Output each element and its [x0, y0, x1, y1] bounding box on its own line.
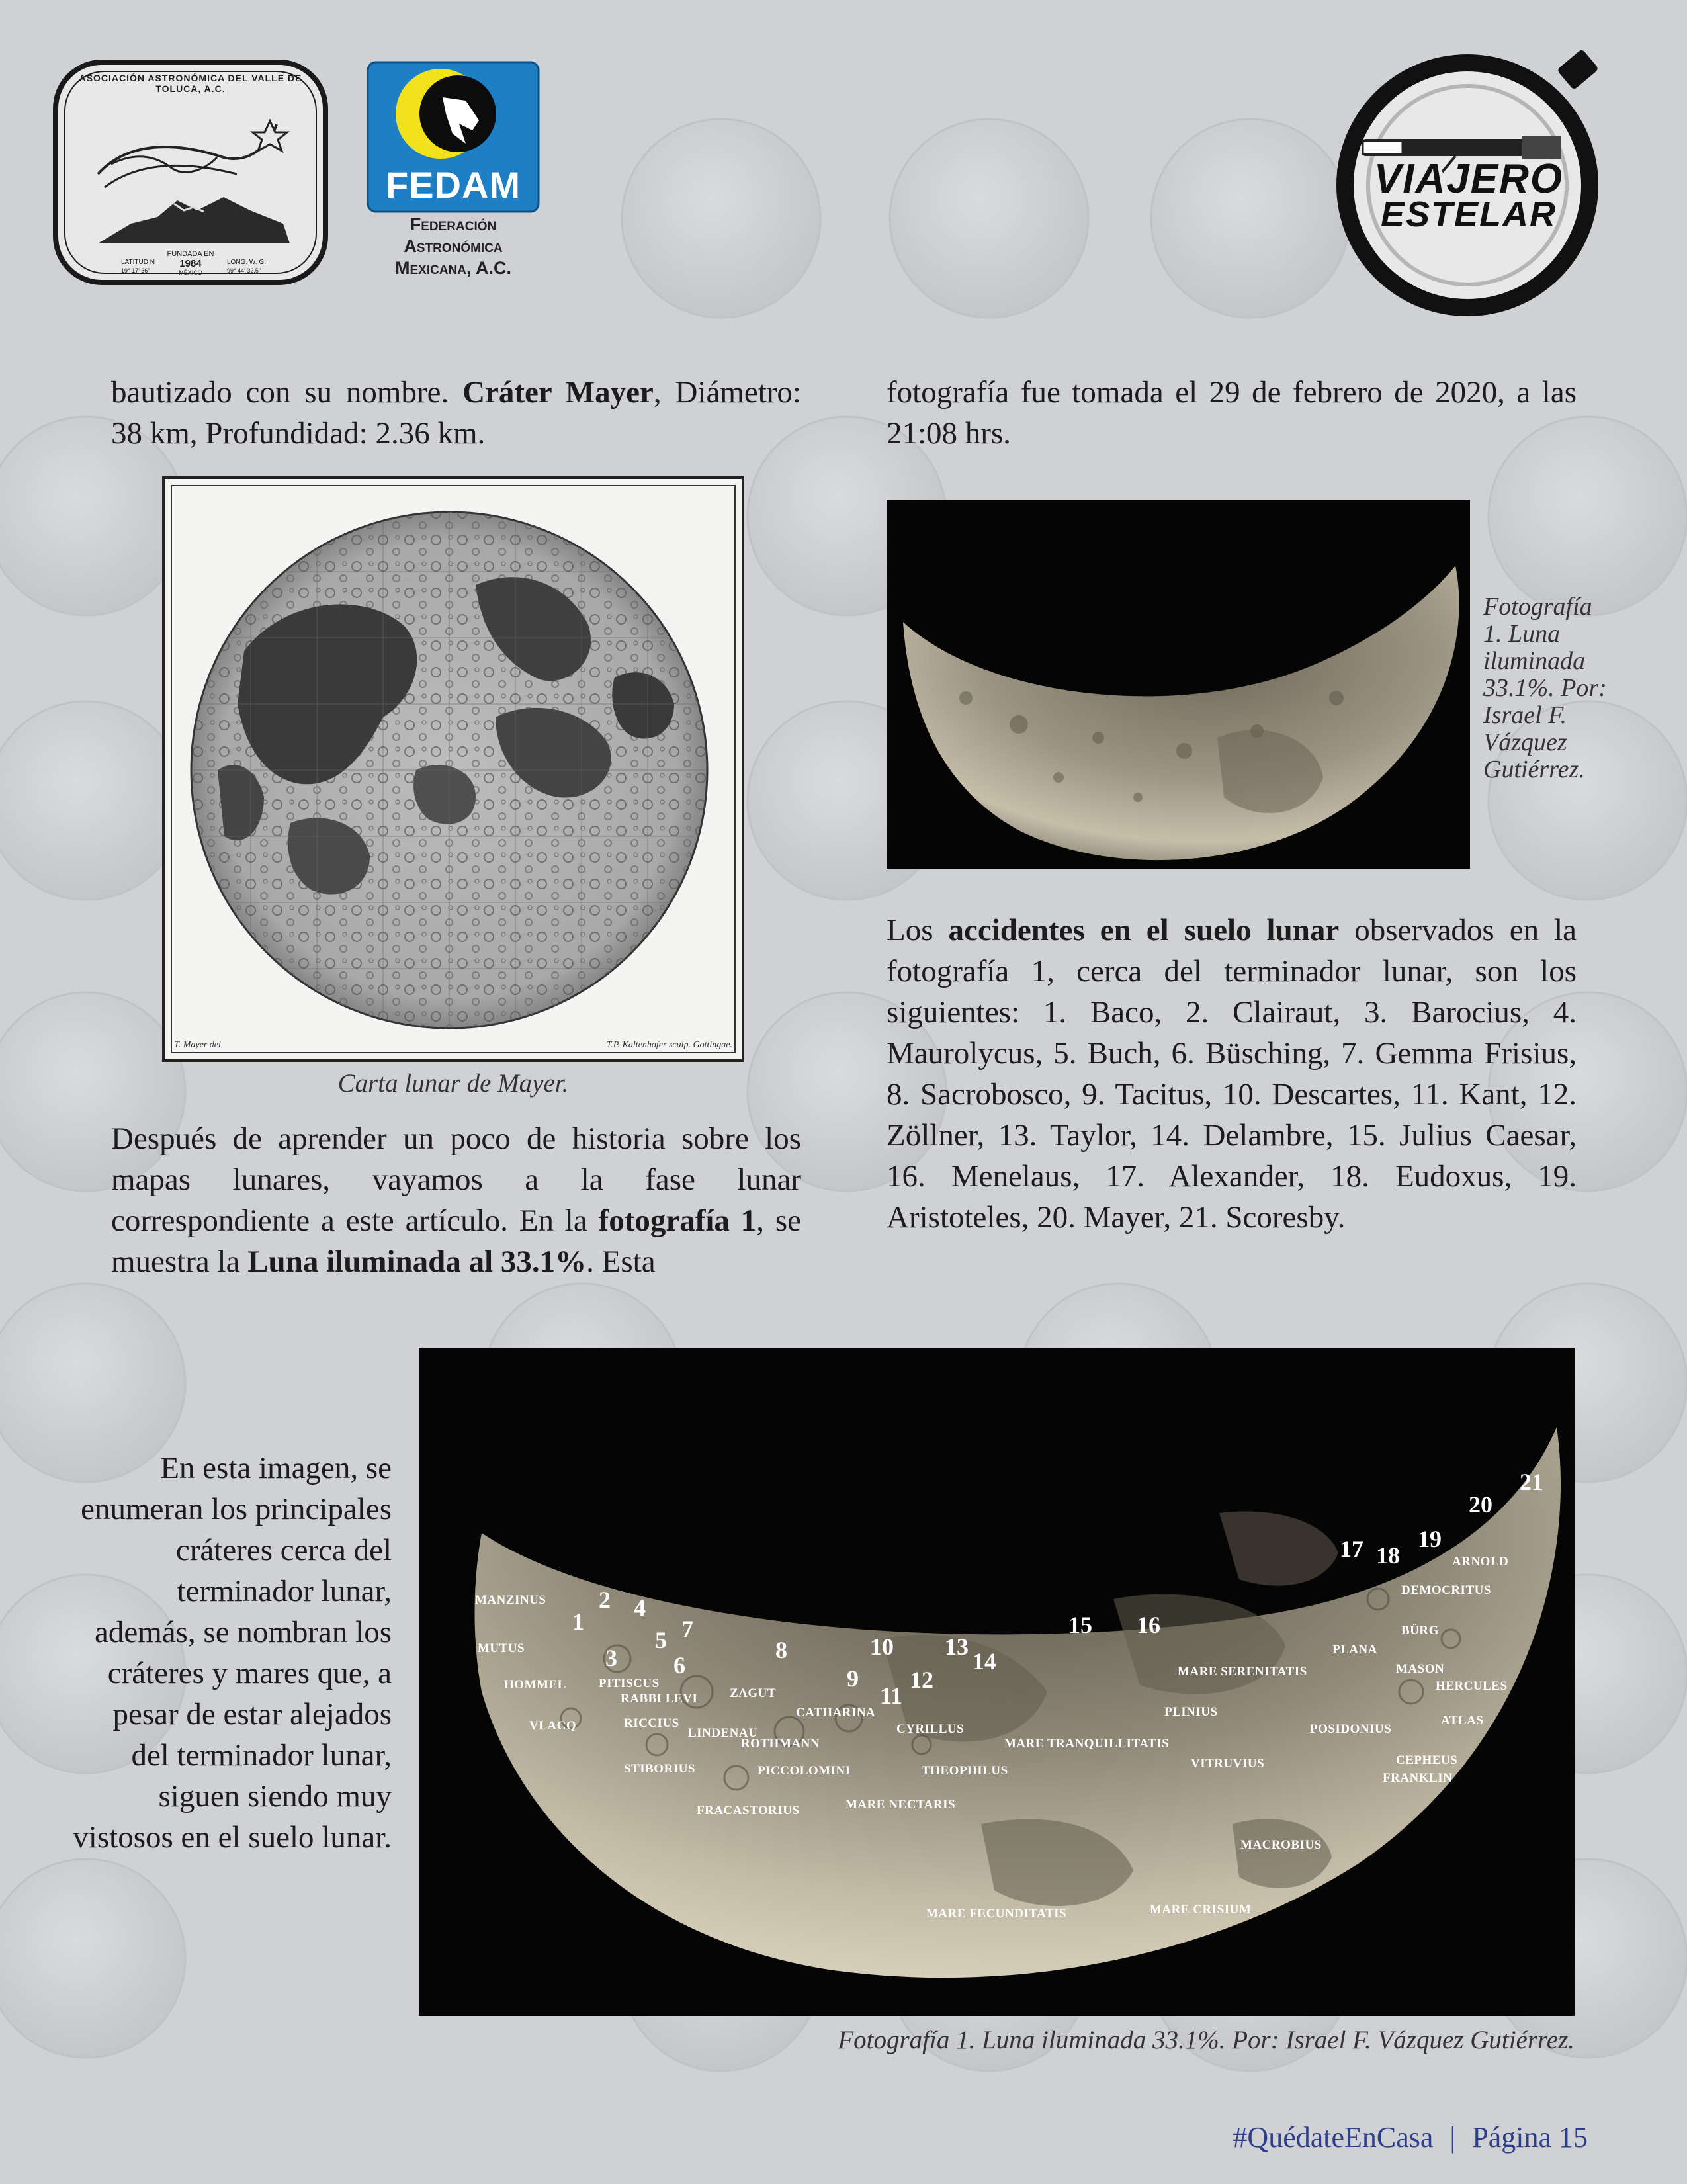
p2-b: fotografía 1 [598, 1203, 757, 1238]
avt-founded-year: 1984 [179, 258, 202, 269]
label-arnold: ARNOLD [1452, 1555, 1509, 1569]
intro-bold: Cráter Mayer [462, 375, 654, 410]
label-mason: MASON [1396, 1662, 1445, 1676]
crater-number-8: 8 [775, 1637, 787, 1663]
crater-number-5: 5 [655, 1627, 667, 1653]
label-mare-serenitatis: MARE SERENITATIS [1178, 1665, 1307, 1679]
right-intro-paragraph: fotografía fue tomada el 29 de febrero de 2020, a las 21:08 hrs. [887, 375, 1577, 451]
crater-number-13: 13 [945, 1634, 969, 1660]
intro-rest: , Diámetro: 38 km, Profundidad: 2.36 km. [111, 375, 801, 451]
label-democritus: DEMOCRITUS [1401, 1583, 1491, 1597]
mayer-signature-right: T.P. Kaltenhofer sculp. Gottingae. [606, 1040, 732, 1050]
rp2-b: accidentes en el suelo lunar [948, 913, 1340, 947]
fedam-line2: Astronómica [404, 236, 503, 256]
right-paragraph-2 [887, 910, 1577, 1238]
label-cepheus: CEPHEUS [1396, 1753, 1458, 1767]
p2-a: Después de aprender un poco de historia sobre los mapas lunares, vayamos a la fase lunar correspondiente a este artículo. En la [111, 1121, 801, 1238]
viajero-line1: VIAJERO [1373, 156, 1564, 202]
fedam-acronym: FEDAM [385, 164, 521, 206]
crater-number-1: 1 [572, 1608, 584, 1635]
crater-number-19: 19 [1418, 1526, 1442, 1552]
footer-hashtag: #QuédateEnCasa [1233, 2121, 1434, 2154]
label-mare-nectaris: MARE NECTARIS [845, 1798, 956, 1812]
bottom-side-text: En esta imagen, se enumeran los principales cráteres cerca del terminador lunar, además, se nombran los cráteres y mares que, a pesar de estar alejados del terminador lunar, siguen siendo muy vistosos en el suelo lunar. [73, 1451, 392, 1855]
label-lindenau: LINDENAU [688, 1726, 758, 1740]
label-riccius: RICCIUS [624, 1716, 679, 1730]
fedam-line3: Mexicana, A.C. [394, 258, 511, 278]
fedam-logo [364, 61, 542, 286]
crater-number-14: 14 [973, 1648, 996, 1675]
crater-number-3: 3 [605, 1645, 617, 1671]
label-manzinus: MANZINUS [475, 1593, 546, 1607]
label-vitruvius: VITRUVIUS [1191, 1757, 1265, 1770]
crater-number-4: 4 [634, 1594, 646, 1621]
crater-number-17: 17 [1340, 1536, 1363, 1562]
crater-number-21: 21 [1520, 1469, 1543, 1495]
label-mare-fecunditatis: MARE FECUNDITATIS [926, 1907, 1067, 1921]
avt-lat-value: 19° 17' 36" [121, 267, 150, 274]
p2-d: Luna iluminada al 33.1% [247, 1245, 587, 1279]
crater-number-18: 18 [1376, 1542, 1400, 1569]
crater-number-20: 20 [1469, 1491, 1492, 1518]
photo1-side-caption: Fotografía 1. Luna iluminada 33.1%. Por: Israel F. Vázquez Gutiérrez. [1483, 593, 1607, 783]
avt-lat-label: LATITUD N [121, 259, 155, 266]
label-vlacq: VLACQ [529, 1719, 577, 1733]
label-mare-crisium: MARE CRISIUM [1150, 1903, 1252, 1917]
mayer-lunar-map [162, 476, 744, 1062]
label-theophilus: THEOPHILUS [922, 1764, 1008, 1778]
label-hommel: HOMMEL [504, 1678, 566, 1692]
label-franklin: FRANKLIN [1383, 1771, 1453, 1785]
label-burg: BÜRG [1401, 1624, 1439, 1638]
mayer-map-caption: Carta lunar de Mayer. [337, 1069, 569, 1098]
label-cyrillus: CYRILLUS [896, 1722, 965, 1736]
label-plinius: PLINIUS [1164, 1705, 1218, 1719]
left-intro-paragraph [111, 372, 801, 454]
avt-long-value: 99° 44' 32.5" [227, 267, 261, 274]
page-footer [992, 2120, 1588, 2154]
crater-number-6: 6 [673, 1652, 685, 1679]
label-mutus: MUTUS [478, 1641, 525, 1655]
crater-number-10: 10 [870, 1634, 894, 1660]
label-posidonius: POSIDONIUS [1310, 1722, 1392, 1736]
label-rothmann: ROTHMANN [741, 1737, 820, 1751]
bottom-photo-caption: Fotografía 1. Luna iluminada 33.1%. Por: Israel F. Vázquez Gutiérrez. [838, 2026, 1575, 2054]
left-paragraph-2 [111, 1118, 801, 1282]
moon-photo-small [887, 500, 1470, 869]
fedam-line1: Federación [410, 214, 497, 234]
p2-e: . Esta [586, 1245, 656, 1279]
label-macrobius: MACROBIUS [1240, 1838, 1322, 1852]
label-plana: PLANA [1332, 1643, 1377, 1657]
avt-long-label: LONG. W. G. [227, 259, 266, 266]
avt-founded-label: FUNDADA EN [167, 250, 214, 258]
avt-logo [52, 58, 329, 286]
label-zagut: ZAGUT [730, 1686, 777, 1700]
viajero-line2: ESTELAR [1380, 195, 1557, 234]
viajero-estelar-logo [1323, 36, 1621, 328]
label-atlas: ATLAS [1441, 1714, 1484, 1727]
rp2-c: observados en la fotografía 1, cerca del terminador lunar, son los siguientes: 1. Baco, 2. Clairaut, 3. Barocius, 4. Maurolycus, 5. Buch, 6. Büsching, 7. Gemma Frisius, 8. Sacrobosco, 9. Tacitus, 10. Descartes, 11. Kant, 12. Zöllner, 13. Taylor, 14. Delambre, 15. Julius Caesar, 16. Menelaus, 17. Alexander, 18. Eudoxus, 19. Aristoteles, 20. Mayer, 21. Scoresby. [887, 913, 1577, 1235]
p2-c: , se muestra la [111, 1203, 802, 1279]
mayer-signature-left: T. Mayer del. [174, 1040, 224, 1050]
intro-plain: bautizado con su nombre. [111, 375, 449, 410]
crater-number-12: 12 [910, 1667, 933, 1693]
crater-number-16: 16 [1137, 1612, 1160, 1638]
crater-number-9: 9 [847, 1665, 859, 1692]
crater-number-15: 15 [1068, 1612, 1092, 1638]
label-catharina: CATHARINA [796, 1706, 876, 1720]
footer-separator: | [1449, 2121, 1456, 2154]
avt-ring-text: ASOCIACIÓN ASTRONÓMICA DEL VALLE DE TOLUCA, A.C. [79, 73, 302, 94]
label-mare-tranquillitatis: MARE TRANQUILLITATIS [1004, 1737, 1170, 1751]
footer-page-number: Página 15 [1472, 2121, 1588, 2154]
label-stiborius: STIBORIUS [624, 1762, 695, 1776]
label-hercules: HERCULES [1436, 1679, 1508, 1693]
crater-number-11: 11 [880, 1682, 903, 1709]
label-piccolomini: PICCOLOMINI [757, 1764, 851, 1778]
avt-country: MÉXICO [179, 269, 202, 276]
crater-number-7: 7 [681, 1616, 693, 1642]
label-pitiscus: PITISCUS [599, 1677, 660, 1690]
crater-number-2: 2 [599, 1587, 611, 1613]
label-rabbi-levi: RABBI LEVI [621, 1692, 698, 1706]
label-fracastorius: FRACASTORIUS [697, 1804, 800, 1817]
rp2-a: Los [887, 913, 933, 947]
